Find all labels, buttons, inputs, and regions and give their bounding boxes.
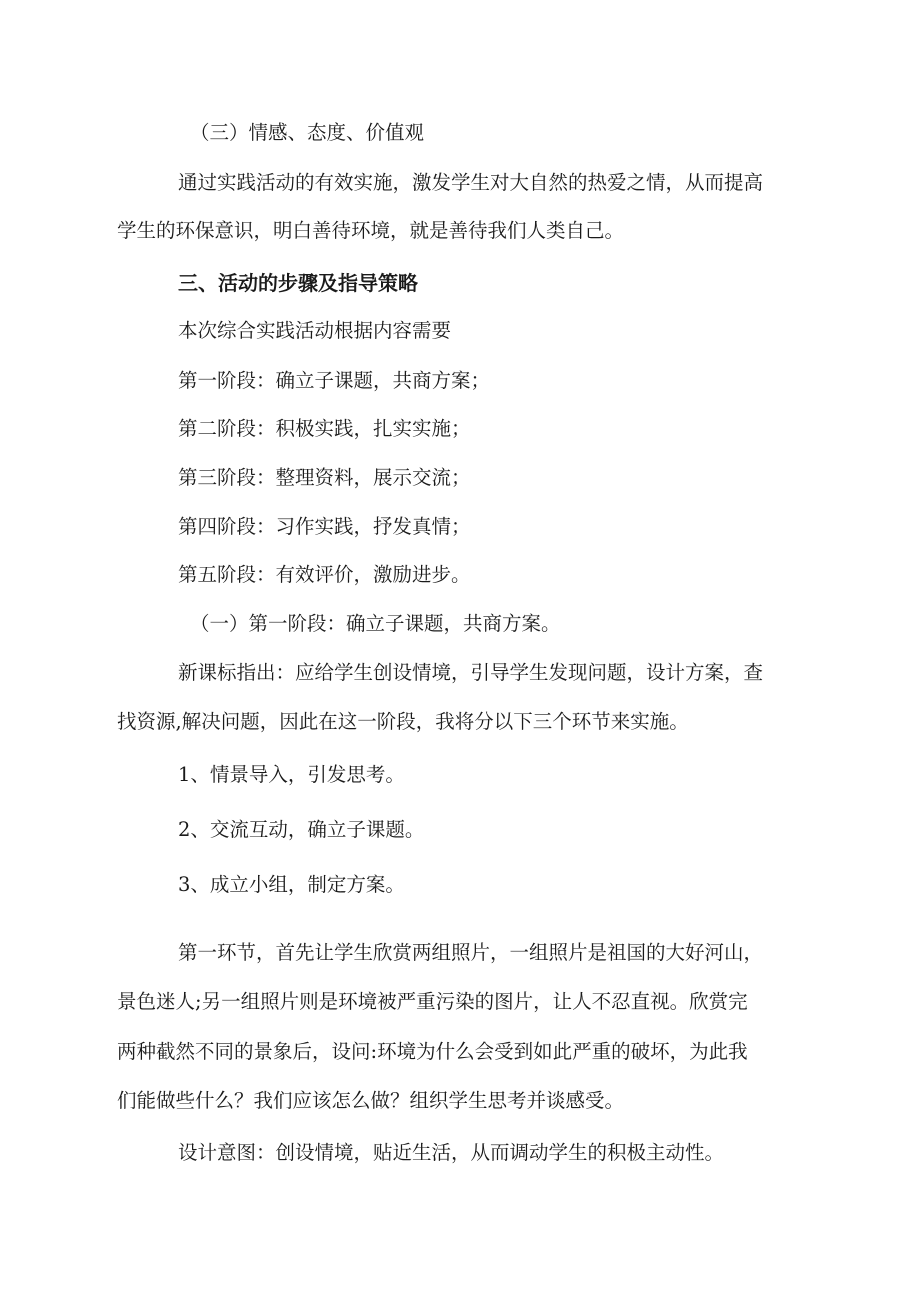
paragraph-line: 通过实践活动的有效实施，激发学生对大自然的热爱之情，从而提高	[178, 171, 764, 194]
design-intent: 设计意图：创设情境，贴近生活，从而调动学生的积极主动性。	[178, 1141, 725, 1164]
paragraph-line: 两种截然不同的景象后，设问:环境为什么会受到如此严重的破坏，为此我	[117, 1040, 748, 1063]
step-item: 2、交流互动，确立子课题。	[178, 818, 425, 841]
intro-line: 本次综合实践活动根据内容需要	[178, 319, 452, 342]
paragraph-line: 景色迷人;另一组照片则是环境被严重污染的图片，让人不忍直视。欣赏完	[117, 990, 748, 1013]
paragraph-line: 们能做些什么？我们应该怎么做？组织学生思考并谈感受。	[117, 1089, 625, 1112]
step-item: 1、情景导入，引发思考。	[178, 763, 405, 786]
paragraph-line: 第一环节，首先让学生欣赏两组照片，一组照片是祖国的大好河山，	[178, 941, 764, 964]
paragraph-line: 学生的环保意识，明白善待环境，就是善待我们人类自己。	[117, 219, 625, 242]
stage1-subheading: （一）第一阶段：确立子课题，共商方案。	[190, 612, 561, 635]
stage-item: 第三阶段：整理资料，展示交流；	[178, 466, 471, 489]
stage-item: 第二阶段：积极实践，扎实实施；	[178, 417, 471, 440]
paragraph-line: 新课标指出：应给学生创设情境，引导学生发现问题，设计方案，查	[178, 661, 764, 684]
section-heading: 三、活动的步骤及指导策略	[178, 271, 418, 295]
stage-item: 第五阶段：有效评价，激励进步。	[178, 563, 471, 586]
stage-item: 第四阶段：习作实践，抒发真情；	[178, 515, 471, 538]
stage-item: 第一阶段：确立子课题，共商方案；	[178, 369, 491, 392]
section3-subheading: （三）情感、态度、价值观	[190, 121, 425, 144]
paragraph-line: 找资源,解决问题，因此在这一阶段，我将分以下三个环节来实施。	[117, 710, 689, 733]
step-item: 3、成立小组，制定方案。	[178, 873, 405, 896]
